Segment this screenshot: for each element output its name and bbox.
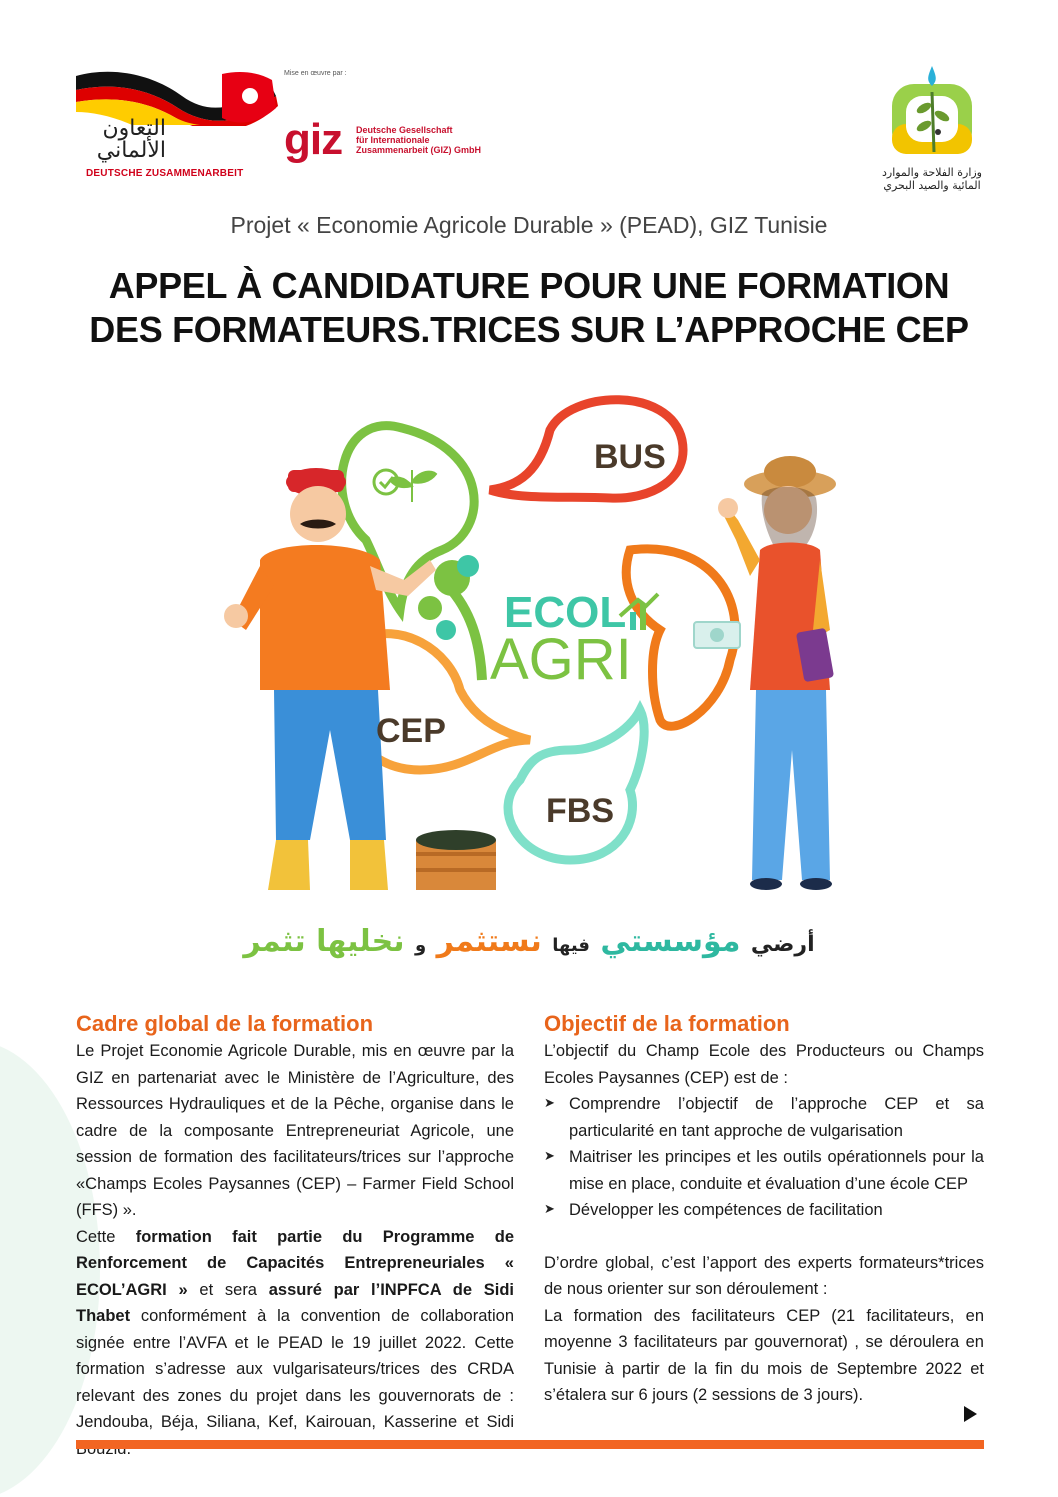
paragraph-objectif-intro: L’objectif du Champ Ecole des Producteurs ou Champs Ecoles Paysannes (CEP) est de : — [544, 1042, 984, 1087]
list-item: ➤ Maitriser les principes et les outils opérationnels pour la mise en place, conduite et évaluation d’une école CEP — [544, 1144, 984, 1197]
section-heading-cadre: Cadre global de la formation — [76, 1011, 374, 1036]
de-arabic-text: التعاون الألماني — [96, 116, 166, 163]
ministry-emblem-icon — [876, 62, 988, 162]
paragraph-objectif-2: D’ordre global, c’est l’apport des experts formateurs*trices de nous orienter sur son déroulement : — [544, 1253, 984, 1298]
list-item: ➤ Comprendre l’objectif de l’approche CEP et sa particularité en tant approche de vulgarisation — [544, 1091, 984, 1144]
section-heading-objectif: Objectif de la formation — [544, 1011, 790, 1036]
de-text: DEUTSCHE ZUSAMMENARBEIT — [86, 168, 244, 179]
giz-full-name: Deutsche Gesellschaft für Internationale Zusammenarbeit (GIZ) GmbH — [356, 125, 482, 155]
ministry-name: وزارة الفلاحة والموارد المائية والصيد البحري — [881, 166, 982, 192]
paragraph-cadre-1: Le Projet Economie Agricole Durable, mis en œuvre par la GIZ en partenariat avec le Ministère de l’Agriculture, des Ressources Hydrauliques et de la Pêche, organise dans le cadre de la composante Entrepreneuriat Agricole, une session de formation des facilitateurs/trices sur l’approche «Champs Ecoles Paysannes (CEP) – Farmer Field School (FFS) ». — [76, 1042, 514, 1219]
implemented-by-label: Mise en œuvre par : — [284, 70, 347, 77]
deutsche-zusammenarbeit-logo — [72, 66, 282, 184]
right-column — [544, 1010, 984, 1409]
logo-ecol: ECOL — [504, 588, 627, 637]
objectives-list — [544, 1091, 984, 1224]
bubble-label-fbs: FBS — [546, 792, 614, 830]
next-page-arrow-icon[interactable] — [964, 1406, 977, 1422]
project-line: Projet « Economie Agricole Durable » (PEAD), GIZ Tunisie — [230, 212, 828, 238]
giz-logo: giz — [284, 115, 343, 164]
page-title: APPEL À CANDIDATURE POUR UNE FORMATION DES FORMATEURS.TRICES SUR L’APPROCHE CEP — [89, 265, 969, 350]
arabic-slogan: أرضي مؤسستي فيها نستثمر و نخليها تثمر — [243, 924, 815, 959]
left-column — [76, 1010, 514, 1462]
bottom-divider — [76, 1440, 984, 1449]
logo-agri: AGRI — [490, 627, 632, 692]
list-item: ➤ Développer les compétences de facilitation — [544, 1197, 984, 1224]
ecolagri-illustration — [190, 390, 870, 910]
bubble-label-bus: BUS — [594, 438, 666, 476]
ministry-logo — [876, 62, 988, 200]
paragraph-objectif-3: La formation des facilitateurs CEP (21 facilitateurs, en moyenne 3 facilitateurs par gouvernorat) , se déroulera en Tunisie à partir de la fin du mois de Septembre 2022 et s’étalera sur 6 jours (2 sessions de 3 jours). — [544, 1306, 984, 1404]
bubble-label-cep: CEP — [376, 712, 446, 750]
paragraph-cadre-2: Cette formation fait partie du Programme de Renforcement de Capacités Entrepreneuriales « ECOL’AGRI » et sera assuré par l’INPFCA de Sidi Thabet conformément à la convention de collaboration signée entre l’AVFA et le PEAD le 19 juillet 2022. Cette formation s’adresse aux vulgarisateurs/trices des CRDA relevant des zones du projet dans les gouvernorats de : Jendouba, Béja, Siliana, Kef, Kairouan, Kasserine et Sidi — [76, 1227, 514, 1431]
